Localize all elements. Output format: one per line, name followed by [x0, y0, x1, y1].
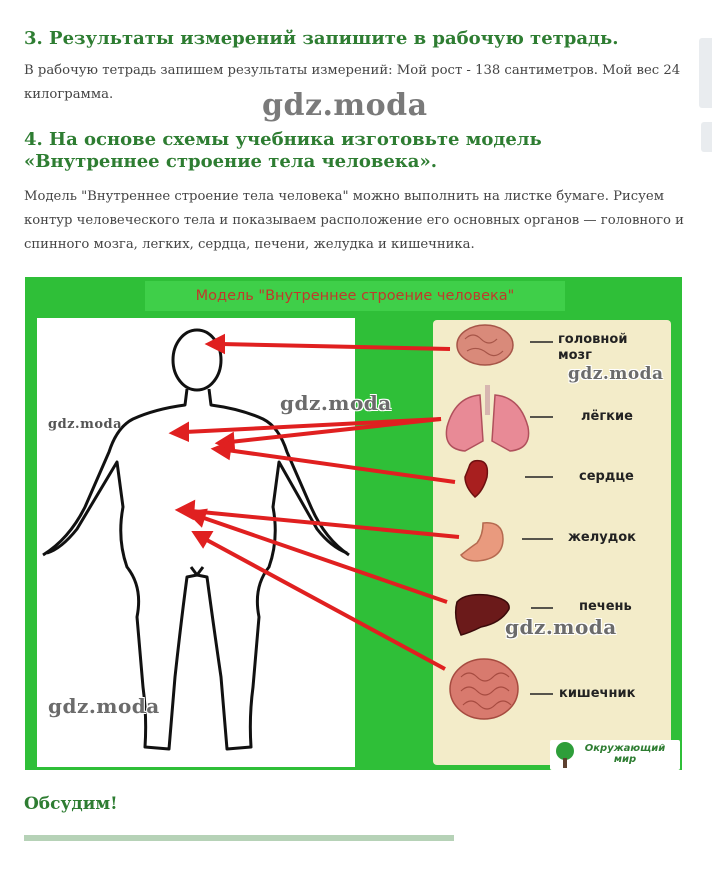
intestine-icon	[450, 659, 518, 719]
sidebar-strip	[701, 122, 712, 152]
label-heart: сердце	[579, 469, 634, 484]
brain-icon	[457, 325, 513, 365]
label-stomach: желудок	[568, 530, 637, 545]
section4-heading: 4. На основе схемы учебника изготовьте модель «Внутреннее строение тела человека».	[24, 129, 542, 172]
label-lungs: лёгкие	[581, 409, 633, 424]
cut-off-next-line	[24, 835, 454, 841]
watermark: gdz.moda	[48, 694, 160, 718]
section4-text: Модель "Внутреннее строение тела человека" можно выполнить на листке бумаге. Рисуем контур человеческого тела и показываем расположение его основных органов — головного и спинного мозга, легких, сердца, печени, желудка и кишечника.	[24, 189, 684, 252]
label-leaders	[522, 342, 553, 694]
section3-text: В рабочую тетрадь запишем результаты измерений: Мой рост - 138 сантиметров. Мой вес 24 килограмма.	[24, 63, 681, 102]
label-brain: головной мозг	[558, 332, 628, 363]
watermark: gdz.moda	[280, 391, 392, 415]
label-intestine: кишечник	[559, 686, 636, 701]
lungs-icon	[446, 385, 528, 451]
watermark: gdz.moda	[48, 417, 123, 432]
liver-icon	[456, 595, 509, 635]
figure-title: Модель "Внутреннее строение человека"	[145, 281, 565, 311]
watermark: gdz.moda	[262, 88, 428, 123]
sidebar-strip	[699, 38, 712, 108]
stomach-icon	[461, 523, 503, 561]
logo-text: Окружающий мир	[584, 743, 666, 765]
pointer-arrows	[173, 337, 459, 669]
section3-heading: 3. Результаты измерений запишите в рабочую тетрадь.	[24, 28, 619, 49]
tree-icon	[550, 740, 580, 770]
heart-icon	[465, 461, 487, 497]
watermark: gdz.moda	[568, 364, 664, 384]
label-liver: печень	[579, 599, 632, 614]
discuss-heading: Обсудим!	[24, 794, 118, 814]
textbook-logo	[550, 740, 680, 770]
watermark: gdz.moda	[505, 615, 617, 639]
